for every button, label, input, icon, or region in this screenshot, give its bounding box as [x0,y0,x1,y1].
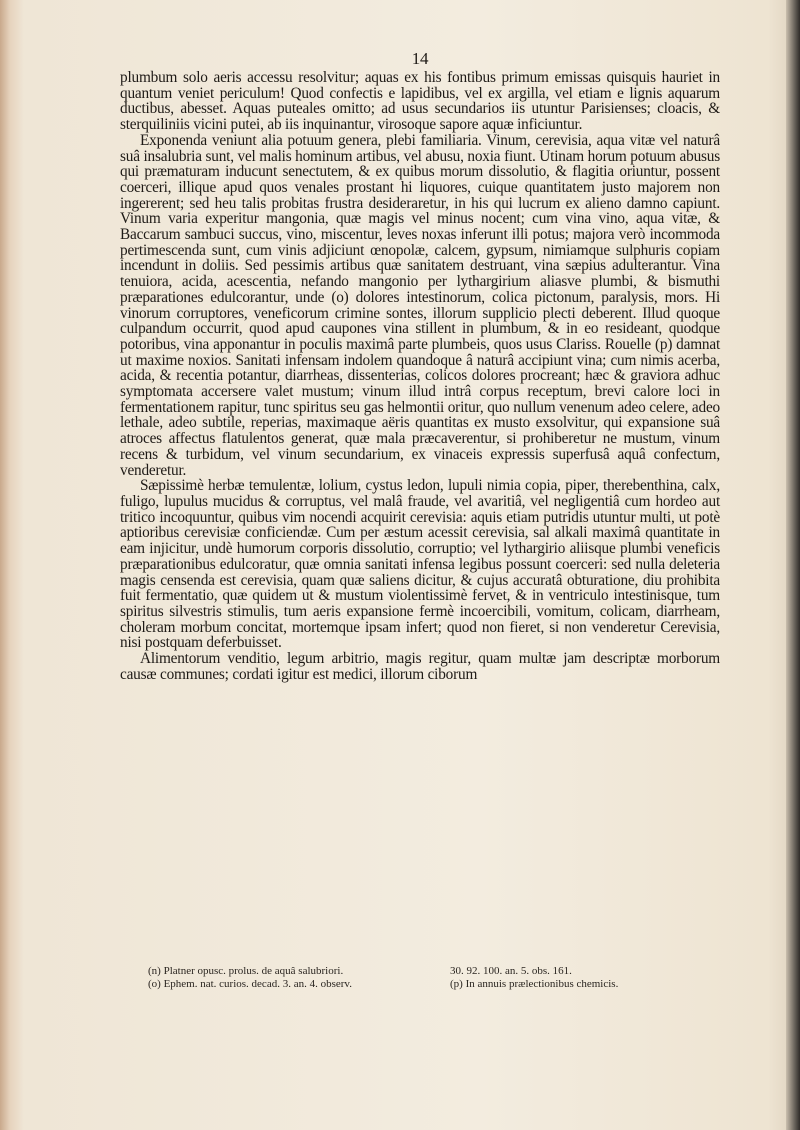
page-number: 14 [411,49,429,68]
page-body [120,50,720,682]
footnotes-left-column [148,965,352,991]
footnote-n: (n) Platner opusc. prolus. de aquâ salubriori. [148,965,344,977]
paragraph-food: Alimentorum venditio, legum arbitrio, magis regitur, quam multæ jam descriptæ morborum causæ communes; cordati igitur est medici, illorum ciborum [120,650,720,683]
paragraph-beer: Sæpissimè herbæ temulentæ, lolium, cystus ledon, lupuli nimia copia, piper, therebenthina, calx, fuligo, lupulus mucidus & corruptus, vel malâ fraude, vel avaritiâ, vel negligentiâ cum hordeo aut tritico incoquuntur, quibus vim nocendi acquirit cerevisia: aquis etiam putridis utuntur multi, ut potè aptioribus cerevisiæ conficiendæ. Cum per æstum acessit cerevisia, sal alkali maximâ quantitate in eam injicitur, undè humorum corporis dissolutio, corruptio; vel lythargirio aliisque plumbi veneficis præparationibus edulcoratur, quæ omnia sanitati infensa legibus possunt coerceri: sed nulla deleteria magis censenda est cerevisia, quam quæ saliens dicitur, & cujus accuratâ obturatione, diu prohibita fuit fermentatio, quæ quidem ut & mustum violentissimè fervet, & in ventriculo intestinisque, tum spiritus silvestris stimulis, tum aeris expansione fermè incoercibili, vomitum, colicam, diarrheam, choleram morbum concitat, mortemque ipsam infert; quod non fieret, si non venderetur Cerevisia, nisi postquam deferbuisset. [120,477,720,652]
book-edge-shadow [786,0,800,1130]
paragraph-water: plumbum solo aeris accessu resolvitur; aquas ex his fontibus primum emissas quisquis hauriet in quantum veniet periculum! Quod confectis e lapidibus, vel ex argilla, vel etiam e lignis aquarum ductibus, abesset. Aquas puteales omitto; ad usus secundarios iis utuntur Parisienses; cloacis, & sterquiliniis vicini putei, ab iis inquinantur, virosoque sapore aquæ inficiuntur. [120,69,720,134]
paragraph-wine: Exponenda veniunt alia potuum genera, plebi familiaria. Vinum, cerevisia, aqua vitæ vel naturâ suâ insalubria sunt, vel malis hominum artibus, vel abusu, noxia fiunt. Utinam horum potuum abusus qui præmaturam inducunt senectutem, & ex quibus morum dissolutio, & flagitia oriuntur, possent coerceri, illique apud quos venales prostant hi liquores, cuique quantitatem justo majorem non ingererent; sed heu talis probitas frustra desideraretur, in his qui lucrum ex alieno damno capiunt. Vinum varia experitur mangonia, quæ magis vel minus nocent; cum vina vino, aqua vitæ, & Baccarum sambuci succus, vino, miscentur, leves noxas inferunt illi potus; majora verò incommoda pertimescenda sunt, cum vinis adjiciunt œnopolæ, calcem, gypsum, nimiamque sulphuris copiam incendunt in doliis. Sed pessimis artibus quæ sanitatem destruant, vina sæpius adulterantur. Vina tenuiora, acida, acescentia, nefando mangonio per lythargirium aliasve plumbi, & bismuthi præparationes edulcorantur, unde (o) dolores intestinorum, colica pictonum, paralysis, mors. Hi vinorum corruptores, veneficorum crimine sontes, illorum supplicio plecti deberent. Illud quoque culpandum occurrit, quod apud caupones vina stillent in plumbum, & in eo resideant, quodque potoribus, vina apponantur in poculis maximâ parte plumbeis, quos usus Clariss. Rouelle (p) damnat ut maxime noxios. Sanitati infensam indolem quandoque â naturâ accipiunt vina; cum nimis acerba, acida, & recentia potantur, diarrheas, dissenterias, colicos dolores procreant; hæc & graviora adhuc symptomata accersere valet mustum; vinum illud intrâ corpus receptum, brevi calore loci in fermentationem rapitur, tunc spiritus seu gas helmontii oritur, quo nullum venenum adeo celere, adeo lethale, adeo subtile, reperias, maximaque aëris quantitas ex musto exsolvitur, qui expansione suâ atroces affectus flatulentos generat, quæ mala præcaverentur, si prohiberetur ne mustum, vinum recens & turbidum, vel vinum secundarium, ex vinaceis expressis superfusâ aquâ confectum, venderetur. [120,131,720,479]
footnote-o: (o) Ephem. nat. curios. decad. 3. an. 4. observ. [148,978,352,990]
footnotes-right-column [450,965,618,991]
footnote-p: (p) In annuis prælectionibus chemicis. [450,978,619,990]
footnote-o-continued: 30. 92. 100. an. 5. obs. 161. [450,965,572,977]
